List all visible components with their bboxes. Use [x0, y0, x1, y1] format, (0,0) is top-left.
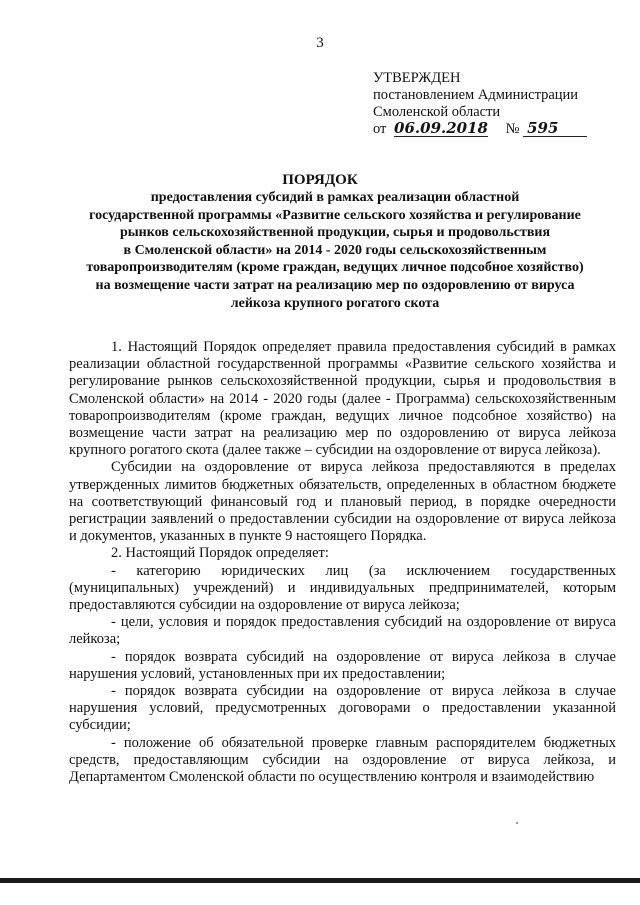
approval-title: УТВЕРЖДЕН: [373, 70, 461, 86]
paragraph-2-heading: 2. Настоящий Порядок определяет:: [111, 545, 329, 562]
document-title: ПОРЯДОК: [282, 172, 358, 188]
subtitle-line: товаропроизводителям (кроме граждан, ведущих личное подсобное хозяйство): [86, 260, 584, 276]
approval-line-resolution: постановлением Администрации: [373, 87, 579, 103]
subtitle-line: лейкоза крупного рогатого скота: [230, 295, 440, 311]
subtitle-line: предоставления субсидий в рамках реализации областной: [150, 190, 520, 205]
paragraph-1: 1. Настоящий Порядок определяет правила предоставления субсидий в рамках реализации областной государственной программы «Развитие сельского хозяйства и регулирование рынков сельскохозяйственной продукции, сырья и продовольствия в Смоленской области» на 2014 - 2020 годы (далее - Программа) сельскохозяйственным товаропроизводителям (кроме граждан, ведущих личное подсобное хозяйство) на возмещение части затрат на реализацию мер по оздоровлению от вируса лейкоза крупного рогатого скота (далее также – субсидии на оздоровление от вируса лейкоза).: [69, 339, 616, 459]
handwritten-number: 595: [523, 121, 587, 137]
document-subtitle: [70, 189, 600, 312]
approval-line-region: Смоленской области: [373, 104, 501, 120]
document-body: [69, 339, 616, 786]
subtitle-line: рынков сельскохозяйственной продукции, сырья и продовольствия: [119, 225, 551, 241]
date-prefix: от: [373, 121, 387, 137]
subtitle-line: государственной программы «Развитие сельского хозяйства и регулирование: [89, 207, 581, 223]
subtitle-line: в Смоленской области» на 2014 - 2020 годы сельскохозяйственным: [123, 242, 547, 258]
list-item-category: - категорию юридических лиц (за исключением государственных (муниципальных) учреждений) и индивидуальных предпринимателей, которым предоставляются субсидии на оздоровление от вируса лейкоза;: [69, 562, 616, 614]
scan-artifact: [516, 822, 518, 824]
page-number: 3: [316, 35, 324, 51]
paragraph-subsidy-limits: Субсидии на оздоровление от вируса лейкоза предоставляются в пределах утвержденных лимитов бюджетных обязательств, определенных в областном бюджете на соответствующий финансовый год и плановый период, в порядке очередности регистрации заявлений о предоставлении субсидии на оздоровление от вируса лейкоза и документов, указанных в пункте 9 настоящего Порядка.: [69, 459, 616, 545]
list-item-audit: - положение об обязательной проверке главным распорядителем бюджетных средств, предоставляющим субсидии на оздоровление от вируса лейкоза, и Департаментом Смоленской области по осуществлению контроля и взаимодействию: [69, 734, 616, 786]
number-prefix: №: [505, 121, 520, 137]
list-item-return-conditions: - порядок возврата субсидий на оздоровление от вируса лейкоза в случае нарушения условий, установленных при их предоставлении;: [69, 648, 616, 682]
list-item-goals: - цели, условия и порядок предоставления субсидий на оздоровление от вируса лейкоза;: [69, 614, 616, 648]
approval-date-number-line: [373, 121, 633, 138]
approval-block: [373, 70, 633, 138]
list-item-return-contract: - порядок возврата субсидии на оздоровление от вируса лейкоза в случае нарушения условий, предусмотренных договорами о предоставлении указанной субсидии;: [69, 683, 616, 734]
scan-bottom-edge: [0, 878, 640, 883]
subtitle-line: на возмещение части затрат на реализацию мер по оздоровлению от вируса: [95, 277, 575, 293]
handwritten-date: 06.09.2018: [394, 119, 488, 137]
